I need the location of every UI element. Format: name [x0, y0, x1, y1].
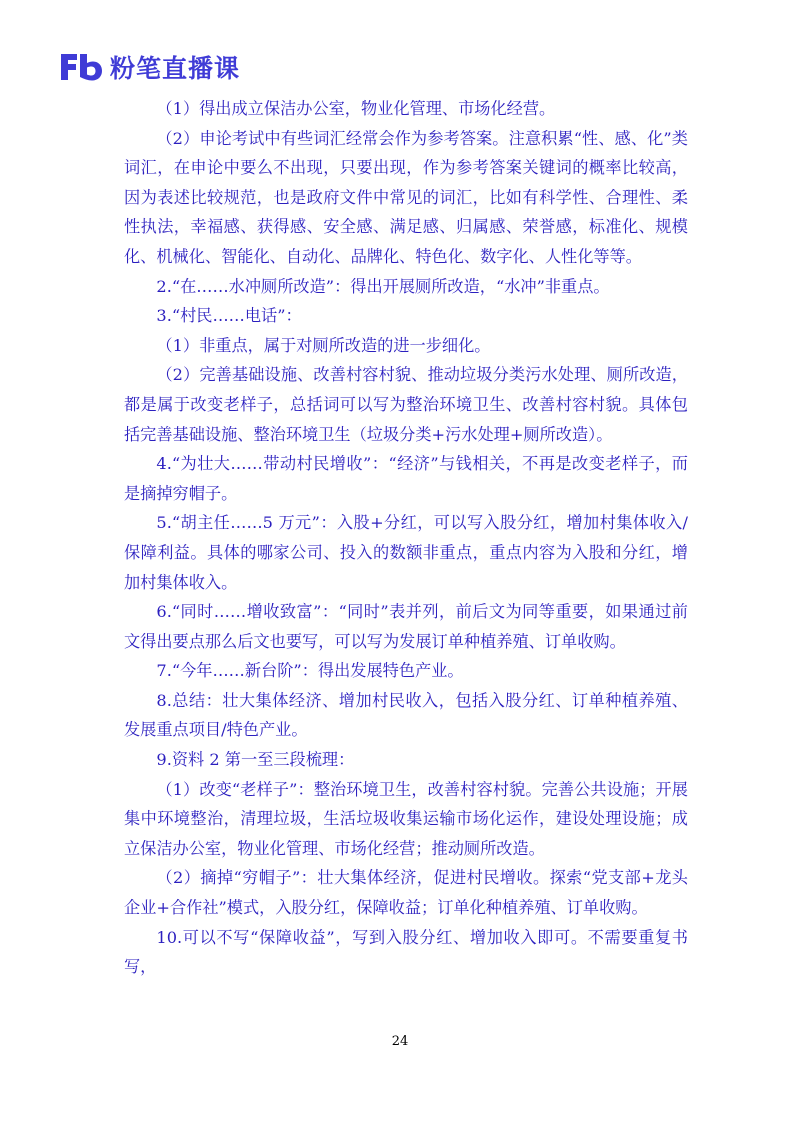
paragraph-1: （1）得出成立保洁办公室，物业化管理、市场化经营。: [156, 99, 556, 118]
paragraph-10: 7.“今年……新台阶”：得出发展特色产业。: [156, 661, 464, 681]
paragraph-12: 9.资料 2 第一至三段梳理：: [156, 750, 355, 770]
fb-logo-icon: [58, 51, 104, 83]
page-number: 24: [391, 1034, 409, 1049]
paragraph-9: 6.“同时……增收致富”：“同时”表并列，前后文为同等重要，如果通过前文得出要点那么后文也要写，可以写为发展订单种植养殖、订单收购。: [124, 602, 688, 651]
document-body: [124, 94, 688, 982]
paragraph-2: （2）申论考试中有些词汇经常会作为参考答案。注意积累“性、感、化”类词汇，在申论中要么不出现，只要出现，作为参考答案关键词的概率比较高，因为表述比较规范，也是政府文件中常见的词汇，比如有科学性、合理性、柔性执法，幸福感、获得感、安全感、满足感、归属感、荣誉感，标准化、规模化、机械化、智能化、自动化、品牌化、特色化、数字化、人性化等等。: [124, 128, 688, 266]
paragraph-4: 3.“村民……电话”：: [156, 306, 302, 326]
paragraph-3: 2.“在……水冲厕所改造”：得出开展厕所改造，“水冲”非重点。: [156, 276, 610, 296]
paragraph-15: 10.可以不写“保障收益”，写到入股分红、增加收入即可。不需要重复书写，: [124, 927, 688, 977]
paragraph-6: （2）完善基础设施、改善村容村貌、推动垃圾分类污水处理、厕所改造，都是属于改变老样子，总括词可以写为整治环境卫生、改善村容村貌。具体包括完善基础设施、整治环境卫生（垃圾分类+污水处理+厕所改造）。: [124, 365, 688, 444]
paragraph-7: 4.“为壮大……带动村民增收”：“经济”与钱相关，不再是改变老样子，而是摘掉穷帽子。: [124, 454, 688, 503]
paragraph-11: 8.总结：壮大集体经济、增加村民收入，包括入股分红、订单种植养殖、发展重点项目/特色产业。: [124, 690, 688, 740]
brand-name: 粉笔直播课: [110, 54, 241, 83]
paragraph-5: （1）非重点，属于对厕所改造的进一步细化。: [156, 335, 491, 355]
paragraph-14: （2）摘掉“穷帽子”：壮大集体经济，促进村民增收。探索“党支部+龙头企业+合作社”模式，入股分红，保障收益；订单化种植养殖、订单收购。: [124, 868, 688, 918]
header-logo: [58, 50, 240, 84]
paragraph-8: 5.“胡主任……5 万元”：入股+分红，可以写入股分红，增加村集体收入/保障利益。具体的哪家公司、投入的数额非重点，重点内容为入股和分红，增加村集体收入。: [124, 513, 688, 592]
paragraph-13: （1）改变“老样子”：整治环境卫生，改善村容村貌。完善公共设施；开展集中环境整治，清理垃圾，生活垃圾收集运输市场化运作，建设处理设施；成立保洁办公室，物业化管理、市场化经营；推动厕所改造。: [124, 779, 688, 858]
